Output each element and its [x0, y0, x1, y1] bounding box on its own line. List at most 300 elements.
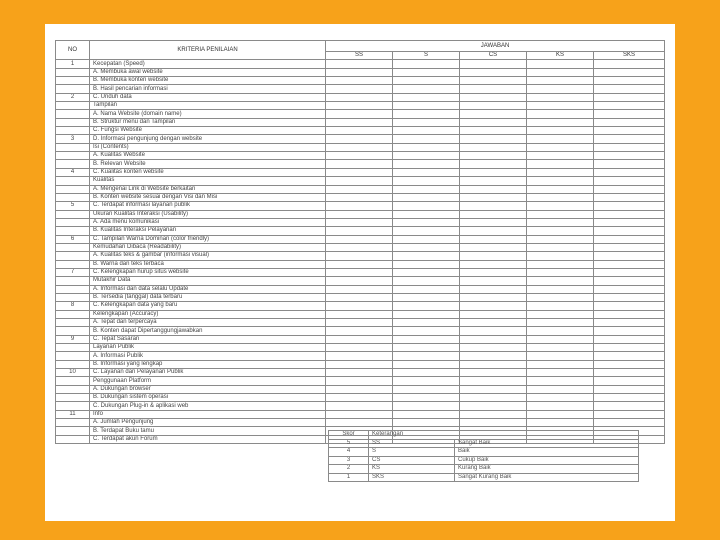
criteria-item: A. Tepat dan terpercaya [90, 319, 326, 327]
answer-cell-cs[interactable] [460, 85, 527, 93]
answer-cell-ks[interactable] [527, 68, 594, 76]
answer-cell-ks[interactable] [527, 185, 594, 193]
answer-cell-ks[interactable] [527, 319, 594, 327]
answer-cell-sks[interactable] [594, 252, 665, 260]
answer-cell-s[interactable] [393, 335, 460, 343]
answer-cell-s[interactable] [393, 260, 460, 268]
answer-cell-sks[interactable] [594, 285, 665, 293]
answer-cell-ss[interactable] [326, 268, 393, 276]
answer-cell-cs[interactable] [460, 152, 527, 160]
criteria-item: B. Informasi yang lengkap [90, 360, 326, 368]
criteria-category: Ukuran Kualitas Interaksi (Usability) [90, 210, 326, 218]
legend-code: S [369, 448, 455, 457]
answer-cell-cs[interactable] [460, 93, 527, 101]
answer-cell-cs[interactable] [460, 185, 527, 193]
answer-cell-cs[interactable] [460, 327, 527, 335]
row-number: 2 [56, 93, 90, 101]
answer-cell-ss[interactable] [326, 127, 393, 135]
answer-cell-ss[interactable] [326, 93, 393, 101]
criteria-item: A. Membuka awal website [90, 68, 326, 76]
table-row [56, 385, 665, 393]
criteria-item: A. Nama Website (domain name) [90, 110, 326, 118]
answer-cell-cs[interactable] [460, 110, 527, 118]
answer-cell-s[interactable] [393, 77, 460, 85]
answer-cell-cs[interactable] [460, 168, 527, 176]
answer-cell-s[interactable] [393, 118, 460, 126]
answer-cell-s[interactable] [393, 218, 460, 226]
row-number [56, 277, 90, 285]
answer-cell-cs[interactable] [460, 235, 527, 243]
answer-cell-sks[interactable] [594, 352, 665, 360]
answer-cell-ss[interactable] [326, 77, 393, 85]
answer-cell-sks[interactable] [594, 302, 665, 310]
answer-cell-ks[interactable] [527, 102, 594, 110]
answer-cell-ks[interactable] [527, 60, 594, 68]
answer-cell-ss[interactable] [326, 243, 393, 251]
table-row [56, 252, 665, 260]
table-row [56, 210, 665, 218]
table-row [56, 77, 665, 85]
legend-row [329, 439, 639, 448]
answer-cell-ks[interactable] [527, 268, 594, 276]
answer-cell-ks[interactable] [527, 235, 594, 243]
answer-cell-sks[interactable] [594, 68, 665, 76]
answer-cell-s[interactable] [393, 235, 460, 243]
answer-cell-sks[interactable] [594, 152, 665, 160]
table-row [56, 102, 665, 110]
answer-cell-ks[interactable] [527, 377, 594, 385]
answer-cell-s[interactable] [393, 394, 460, 402]
criteria-item: B. Konten website sesuai dengan Visi dan Misi [90, 193, 326, 201]
answer-cell-ss[interactable] [326, 193, 393, 201]
answer-cell-sks[interactable] [594, 377, 665, 385]
answer-cell-cs[interactable] [460, 143, 527, 151]
answer-cell-sks[interactable] [594, 110, 665, 118]
answer-cell-ss[interactable] [326, 118, 393, 126]
legend-table [328, 430, 639, 482]
answer-cell-cs[interactable] [460, 252, 527, 260]
answer-cell-ss[interactable] [326, 210, 393, 218]
criteria-item: A. Kualitas Website [90, 152, 326, 160]
answer-cell-sks[interactable] [594, 243, 665, 251]
table-row [56, 118, 665, 126]
answer-cell-s[interactable] [393, 344, 460, 352]
criteria-item: C. Kelengkapan hurup situs website [90, 268, 326, 276]
answer-cell-s[interactable] [393, 243, 460, 251]
answer-cell-ss[interactable] [326, 177, 393, 185]
answer-cell-sks[interactable] [594, 85, 665, 93]
answer-cell-s[interactable] [393, 210, 460, 218]
answer-cell-s[interactable] [393, 319, 460, 327]
table-row [56, 68, 665, 76]
answer-cell-s[interactable] [393, 293, 460, 301]
answer-cell-ks[interactable] [527, 202, 594, 210]
answer-cell-ks[interactable] [527, 252, 594, 260]
answer-cell-ss[interactable] [326, 369, 393, 377]
answer-cell-s[interactable] [393, 410, 460, 418]
answer-cell-sks[interactable] [594, 218, 665, 226]
answer-cell-s[interactable] [393, 285, 460, 293]
answer-cell-s[interactable] [393, 327, 460, 335]
row-number [56, 85, 90, 93]
answer-cell-sks[interactable] [594, 60, 665, 68]
answer-cell-ks[interactable] [527, 285, 594, 293]
answer-cell-ks[interactable] [527, 385, 594, 393]
answer-cell-ks[interactable] [527, 327, 594, 335]
answer-cell-sks[interactable] [594, 168, 665, 176]
answer-cell-cs[interactable] [460, 268, 527, 276]
criteria-item: A. Dukungan browser [90, 385, 326, 393]
answer-cell-sks[interactable] [594, 293, 665, 301]
row-number [56, 152, 90, 160]
answer-cell-ss[interactable] [326, 160, 393, 168]
answer-cell-ss[interactable] [326, 277, 393, 285]
answer-cell-ks[interactable] [527, 419, 594, 427]
answer-cell-cs[interactable] [460, 394, 527, 402]
answer-cell-sks[interactable] [594, 410, 665, 418]
answer-cell-ss[interactable] [326, 352, 393, 360]
answer-cell-ss[interactable] [326, 310, 393, 318]
answer-cell-s[interactable] [393, 85, 460, 93]
row-number [56, 118, 90, 126]
answer-cell-ks[interactable] [527, 402, 594, 410]
table-row [56, 143, 665, 151]
answer-cell-s[interactable] [393, 160, 460, 168]
answer-cell-sks[interactable] [594, 227, 665, 235]
table-row [56, 268, 665, 276]
answer-cell-ss[interactable] [326, 385, 393, 393]
answer-cell-ss[interactable] [326, 319, 393, 327]
legend-row [329, 456, 639, 465]
answer-cell-ss[interactable] [326, 143, 393, 151]
answer-cell-ks[interactable] [527, 127, 594, 135]
answer-cell-ks[interactable] [527, 193, 594, 201]
answer-cell-sks[interactable] [594, 193, 665, 201]
answer-cell-ks[interactable] [527, 335, 594, 343]
answer-cell-ks[interactable] [527, 93, 594, 101]
answer-cell-s[interactable] [393, 202, 460, 210]
answer-cell-sks[interactable] [594, 335, 665, 343]
answer-cell-ks[interactable] [527, 344, 594, 352]
answer-cell-ks[interactable] [527, 302, 594, 310]
answer-cell-sks[interactable] [594, 102, 665, 110]
answer-cell-ks[interactable] [527, 118, 594, 126]
answer-cell-cs[interactable] [460, 202, 527, 210]
criteria-item: C. Kelengkapan data yang baru [90, 302, 326, 310]
answer-cell-cs[interactable] [460, 285, 527, 293]
table-row [56, 327, 665, 335]
answer-cell-sks[interactable] [594, 135, 665, 143]
answer-cell-ss[interactable] [326, 260, 393, 268]
answer-cell-cs[interactable] [460, 243, 527, 251]
answer-cell-ks[interactable] [527, 152, 594, 160]
answer-cell-ks[interactable] [527, 143, 594, 151]
answer-cell-sks[interactable] [594, 268, 665, 276]
legend-score: 3 [329, 456, 369, 465]
row-number [56, 344, 90, 352]
legend-code: KS [369, 465, 455, 474]
answer-cell-cs[interactable] [460, 335, 527, 343]
table-row [56, 260, 665, 268]
answer-cell-ss[interactable] [326, 327, 393, 335]
table-row [56, 402, 665, 410]
answer-cell-ss[interactable] [326, 377, 393, 385]
answer-cell-s[interactable] [393, 360, 460, 368]
table-row [56, 168, 665, 176]
answer-cell-s[interactable] [393, 302, 460, 310]
answer-cell-cs[interactable] [460, 369, 527, 377]
answer-cell-ks[interactable] [527, 352, 594, 360]
answer-cell-sks[interactable] [594, 185, 665, 193]
answer-cell-sks[interactable] [594, 127, 665, 135]
answer-cell-ss[interactable] [326, 102, 393, 110]
answer-cell-sks[interactable] [594, 260, 665, 268]
answer-cell-ss[interactable] [326, 419, 393, 427]
answer-cell-s[interactable] [393, 68, 460, 76]
answer-cell-s[interactable] [393, 110, 460, 118]
row-number [56, 435, 90, 443]
answer-cell-s[interactable] [393, 252, 460, 260]
answer-cell-s[interactable] [393, 369, 460, 377]
answer-cell-cs[interactable] [460, 302, 527, 310]
answer-cell-cs[interactable] [460, 410, 527, 418]
answer-cell-cs[interactable] [460, 260, 527, 268]
answer-cell-sks[interactable] [594, 235, 665, 243]
answer-cell-ss[interactable] [326, 227, 393, 235]
answer-cell-cs[interactable] [460, 277, 527, 285]
answer-cell-ks[interactable] [527, 243, 594, 251]
answer-cell-ss[interactable] [326, 235, 393, 243]
table-row [56, 177, 665, 185]
answer-cell-s[interactable] [393, 168, 460, 176]
answer-cell-ss[interactable] [326, 85, 393, 93]
answer-cell-cs[interactable] [460, 385, 527, 393]
header-answers: JAWABAN [326, 41, 665, 52]
answer-cell-cs[interactable] [460, 293, 527, 301]
legend-score: 1 [329, 473, 369, 482]
answer-cell-cs[interactable] [460, 344, 527, 352]
answer-cell-cs[interactable] [460, 77, 527, 85]
answer-cell-s[interactable] [393, 352, 460, 360]
answer-cell-ks[interactable] [527, 85, 594, 93]
criteria-item: B. Dukungan sistem operasi [90, 394, 326, 402]
answer-cell-s[interactable] [393, 402, 460, 410]
answer-cell-ss[interactable] [326, 135, 393, 143]
table-row [56, 293, 665, 301]
answer-cell-ss[interactable] [326, 335, 393, 343]
answer-cell-sks[interactable] [594, 202, 665, 210]
answer-cell-sks[interactable] [594, 93, 665, 101]
answer-cell-ss[interactable] [326, 344, 393, 352]
row-number: 5 [56, 202, 90, 210]
answer-cell-ks[interactable] [527, 369, 594, 377]
answer-cell-cs[interactable] [460, 210, 527, 218]
table-row [56, 152, 665, 160]
answer-cell-s[interactable] [393, 377, 460, 385]
legend-code: SKS [369, 473, 455, 482]
header-scale-cs: CS [460, 52, 527, 60]
answer-cell-sks[interactable] [594, 143, 665, 151]
answer-cell-sks[interactable] [594, 344, 665, 352]
answer-cell-ss[interactable] [326, 394, 393, 402]
answer-cell-ss[interactable] [326, 285, 393, 293]
answer-cell-s[interactable] [393, 135, 460, 143]
answer-cell-s[interactable] [393, 385, 460, 393]
table-row [56, 193, 665, 201]
answer-cell-sks[interactable] [594, 327, 665, 335]
answer-cell-sks[interactable] [594, 210, 665, 218]
row-number [56, 210, 90, 218]
answer-cell-ks[interactable] [527, 310, 594, 318]
answer-cell-ss[interactable] [326, 168, 393, 176]
answer-cell-ss[interactable] [326, 293, 393, 301]
answer-cell-cs[interactable] [460, 193, 527, 201]
criteria-item: A. Mengenai Link di Website berkaitan [90, 185, 326, 193]
answer-cell-cs[interactable] [460, 102, 527, 110]
answer-cell-ks[interactable] [527, 277, 594, 285]
answer-cell-cs[interactable] [460, 319, 527, 327]
answer-cell-sks[interactable] [594, 277, 665, 285]
answer-cell-ks[interactable] [527, 110, 594, 118]
answer-cell-ss[interactable] [326, 152, 393, 160]
answer-cell-s[interactable] [393, 93, 460, 101]
answer-cell-ss[interactable] [326, 252, 393, 260]
row-number [56, 293, 90, 301]
row-number [56, 77, 90, 85]
answer-cell-ss[interactable] [326, 302, 393, 310]
table-row [56, 185, 665, 193]
header-scale-ks: KS [527, 52, 594, 60]
row-number: 4 [56, 168, 90, 176]
answer-cell-sks[interactable] [594, 419, 665, 427]
answer-cell-ks[interactable] [527, 293, 594, 301]
answer-cell-s[interactable] [393, 227, 460, 235]
answer-cell-s[interactable] [393, 152, 460, 160]
answer-cell-sks[interactable] [594, 310, 665, 318]
answer-cell-s[interactable] [393, 310, 460, 318]
answer-cell-s[interactable] [393, 193, 460, 201]
answer-cell-ks[interactable] [527, 168, 594, 176]
legend-score: 2 [329, 465, 369, 474]
answer-cell-sks[interactable] [594, 385, 665, 393]
row-number [56, 68, 90, 76]
answer-cell-s[interactable] [393, 143, 460, 151]
answer-cell-ss[interactable] [326, 202, 393, 210]
answer-cell-s[interactable] [393, 277, 460, 285]
row-number [56, 260, 90, 268]
criteria-category: Kelengkapan (Accuracy) [90, 310, 326, 318]
answer-cell-ks[interactable] [527, 260, 594, 268]
answer-cell-cs[interactable] [460, 377, 527, 385]
answer-cell-ss[interactable] [326, 360, 393, 368]
answer-cell-cs[interactable] [460, 118, 527, 126]
answer-cell-ks[interactable] [527, 218, 594, 226]
answer-cell-s[interactable] [393, 127, 460, 135]
answer-cell-cs[interactable] [460, 177, 527, 185]
answer-cell-s[interactable] [393, 419, 460, 427]
answer-cell-ks[interactable] [527, 77, 594, 85]
answer-cell-sks[interactable] [594, 160, 665, 168]
answer-cell-ks[interactable] [527, 227, 594, 235]
answer-cell-s[interactable] [393, 102, 460, 110]
answer-cell-cs[interactable] [460, 402, 527, 410]
answer-cell-ss[interactable] [326, 402, 393, 410]
row-number [56, 327, 90, 335]
table-row [56, 135, 665, 143]
header-criteria: KRITERIA PENILAIAN [90, 41, 326, 60]
row-number [56, 419, 90, 427]
table-row [56, 127, 665, 135]
answer-cell-sks[interactable] [594, 394, 665, 402]
answer-cell-cs[interactable] [460, 135, 527, 143]
document-sheet [45, 24, 675, 521]
table-row [56, 227, 665, 235]
answer-cell-cs[interactable] [460, 160, 527, 168]
answer-cell-cs[interactable] [460, 310, 527, 318]
row-number [56, 319, 90, 327]
answer-cell-ss[interactable] [326, 68, 393, 76]
answer-cell-s[interactable] [393, 185, 460, 193]
answer-cell-ks[interactable] [527, 135, 594, 143]
answer-cell-ss[interactable] [326, 218, 393, 226]
answer-cell-cs[interactable] [460, 419, 527, 427]
table-row [56, 202, 665, 210]
answer-cell-cs[interactable] [460, 227, 527, 235]
answer-cell-ks[interactable] [527, 160, 594, 168]
table-row [56, 394, 665, 402]
criteria-item: B. Terdapat Buku tamu [90, 427, 326, 435]
answer-cell-ks[interactable] [527, 410, 594, 418]
table-row [56, 369, 665, 377]
criteria-category: Penggunaan Platform [90, 377, 326, 385]
answer-cell-ks[interactable] [527, 360, 594, 368]
row-number: 3 [56, 135, 90, 143]
answer-cell-cs[interactable] [460, 360, 527, 368]
answer-cell-cs[interactable] [460, 127, 527, 135]
criteria-category: Layanan Publik [90, 344, 326, 352]
answer-cell-ss[interactable] [326, 410, 393, 418]
answer-cell-sks[interactable] [594, 402, 665, 410]
row-number [56, 110, 90, 118]
answer-cell-sks[interactable] [594, 77, 665, 85]
answer-cell-ks[interactable] [527, 210, 594, 218]
answer-cell-sks[interactable] [594, 319, 665, 327]
answer-cell-cs[interactable] [460, 68, 527, 76]
answer-cell-s[interactable] [393, 268, 460, 276]
answer-cell-cs[interactable] [460, 352, 527, 360]
answer-cell-ss[interactable] [326, 110, 393, 118]
answer-cell-sks[interactable] [594, 177, 665, 185]
answer-cell-ss[interactable] [326, 185, 393, 193]
criteria-item: A. Kualitas teks & gambar (informasi visual) [90, 252, 326, 260]
answer-cell-ks[interactable] [527, 394, 594, 402]
answer-cell-cs[interactable] [460, 60, 527, 68]
criteria-category: Isi (Contents) [90, 143, 326, 151]
legend-row [329, 465, 639, 474]
answer-cell-sks[interactable] [594, 369, 665, 377]
answer-cell-cs[interactable] [460, 218, 527, 226]
answer-cell-ks[interactable] [527, 177, 594, 185]
answer-cell-s[interactable] [393, 60, 460, 68]
answer-cell-s[interactable] [393, 177, 460, 185]
criteria-item: C. Dukungan Plug-in & aplikasi web [90, 402, 326, 410]
legend-label: Cukup Baik [455, 456, 639, 465]
answer-cell-ss[interactable] [326, 60, 393, 68]
row-number [56, 385, 90, 393]
answer-cell-sks[interactable] [594, 360, 665, 368]
answer-cell-sks[interactable] [594, 118, 665, 126]
legend-label: Kurang Baik [455, 465, 639, 474]
